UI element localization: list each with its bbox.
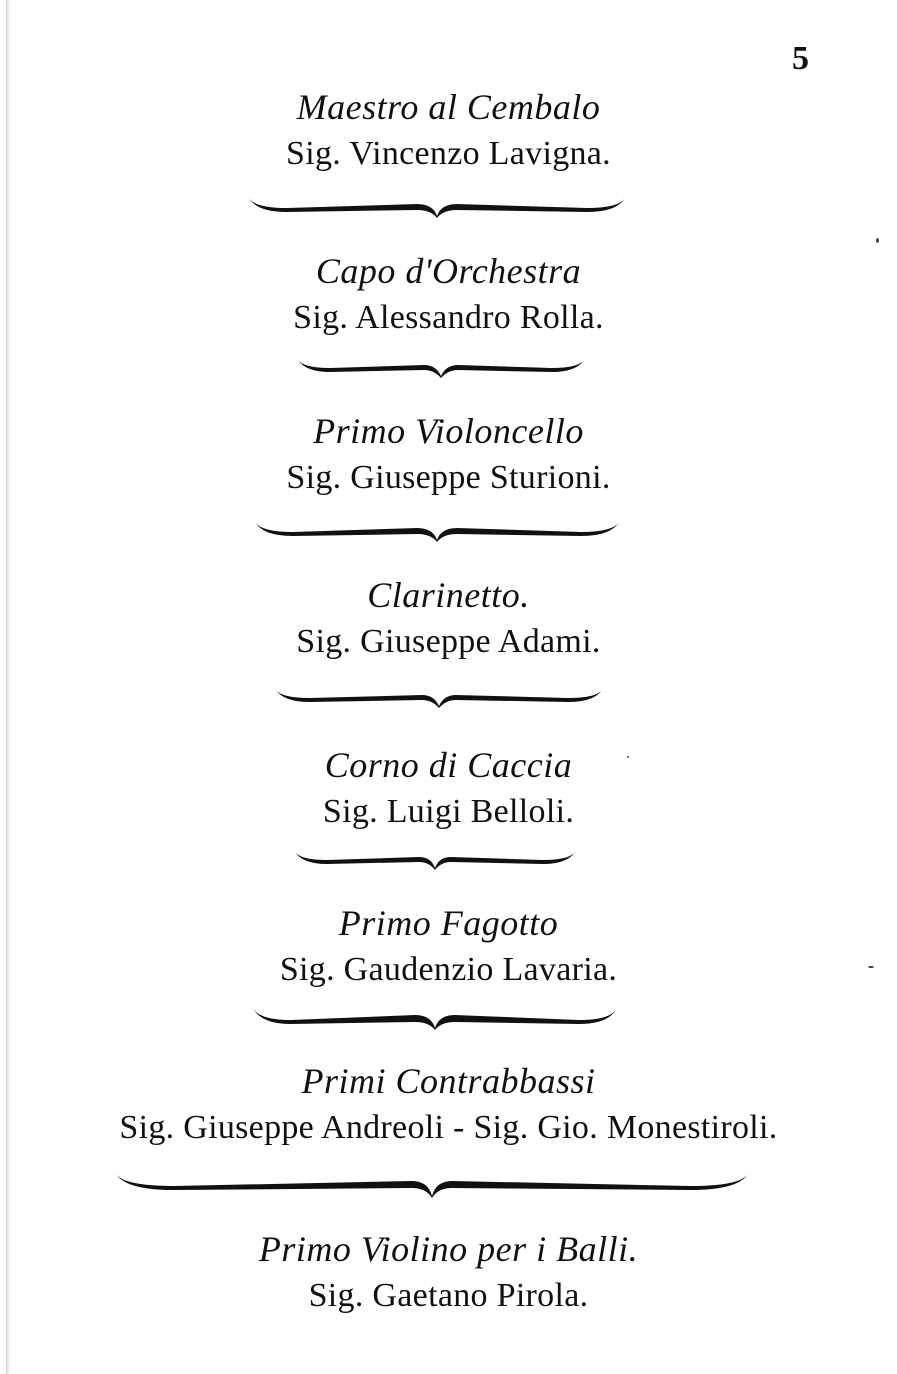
entry-primo-violino-per-i-balli <box>0 1226 897 1320</box>
role-title: Primi Contrabbassi <box>301 1061 596 1101</box>
ornamental-divider <box>293 848 577 874</box>
performer-name: Sig. Giuseppe Adami. <box>296 623 601 660</box>
ornamental-divider <box>114 1170 750 1202</box>
entry-corno-di-caccia <box>0 742 897 836</box>
role-title: Primo Violoncello <box>313 411 584 451</box>
role-title: Clarinetto. <box>367 575 530 615</box>
ink-speck <box>627 756 629 758</box>
entry-primo-violoncello <box>0 408 897 502</box>
performer-name: Sig. Luigi Belloli. <box>322 793 575 830</box>
ornamental-divider <box>296 356 586 382</box>
ornamental-divider <box>274 686 604 712</box>
entry-clarinetto <box>0 572 897 666</box>
role-title: Maestro al Cembalo <box>296 87 601 127</box>
entry-primi-contrabbassi <box>0 1058 897 1152</box>
performer-name: Sig. Vincenzo Lavigna. <box>286 135 611 172</box>
page-edge <box>6 0 9 1374</box>
performer-name: Sig. Gaetano Pirola. <box>308 1277 589 1314</box>
role-title: Capo d'Orchestra <box>315 251 582 291</box>
ink-speck <box>876 238 879 243</box>
ornamental-divider <box>253 518 621 546</box>
performer-name: Sig. Giuseppe Sturioni. <box>286 459 611 496</box>
performer-name: Sig. Gaudenzio Lavaria. <box>279 951 618 988</box>
entry-capo-d-orchestra <box>0 248 897 342</box>
role-title: Primo Fagotto <box>338 903 559 943</box>
role-title: Primo Violino per i Balli. <box>258 1229 639 1269</box>
page-number: 5 <box>792 40 809 77</box>
performer-name: Sig. Giuseppe Andreoli - Sig. Gio. Monestiroli. <box>119 1109 778 1146</box>
performer-name: Sig. Alessandro Rolla. <box>293 299 604 336</box>
role-title: Corno di Caccia <box>324 745 573 785</box>
entry-primo-fagotto <box>0 900 897 994</box>
ink-speck <box>868 966 874 968</box>
ornamental-divider <box>247 194 627 222</box>
ornamental-divider <box>251 1004 619 1034</box>
entry-maestro-al-cembalo <box>0 84 897 178</box>
